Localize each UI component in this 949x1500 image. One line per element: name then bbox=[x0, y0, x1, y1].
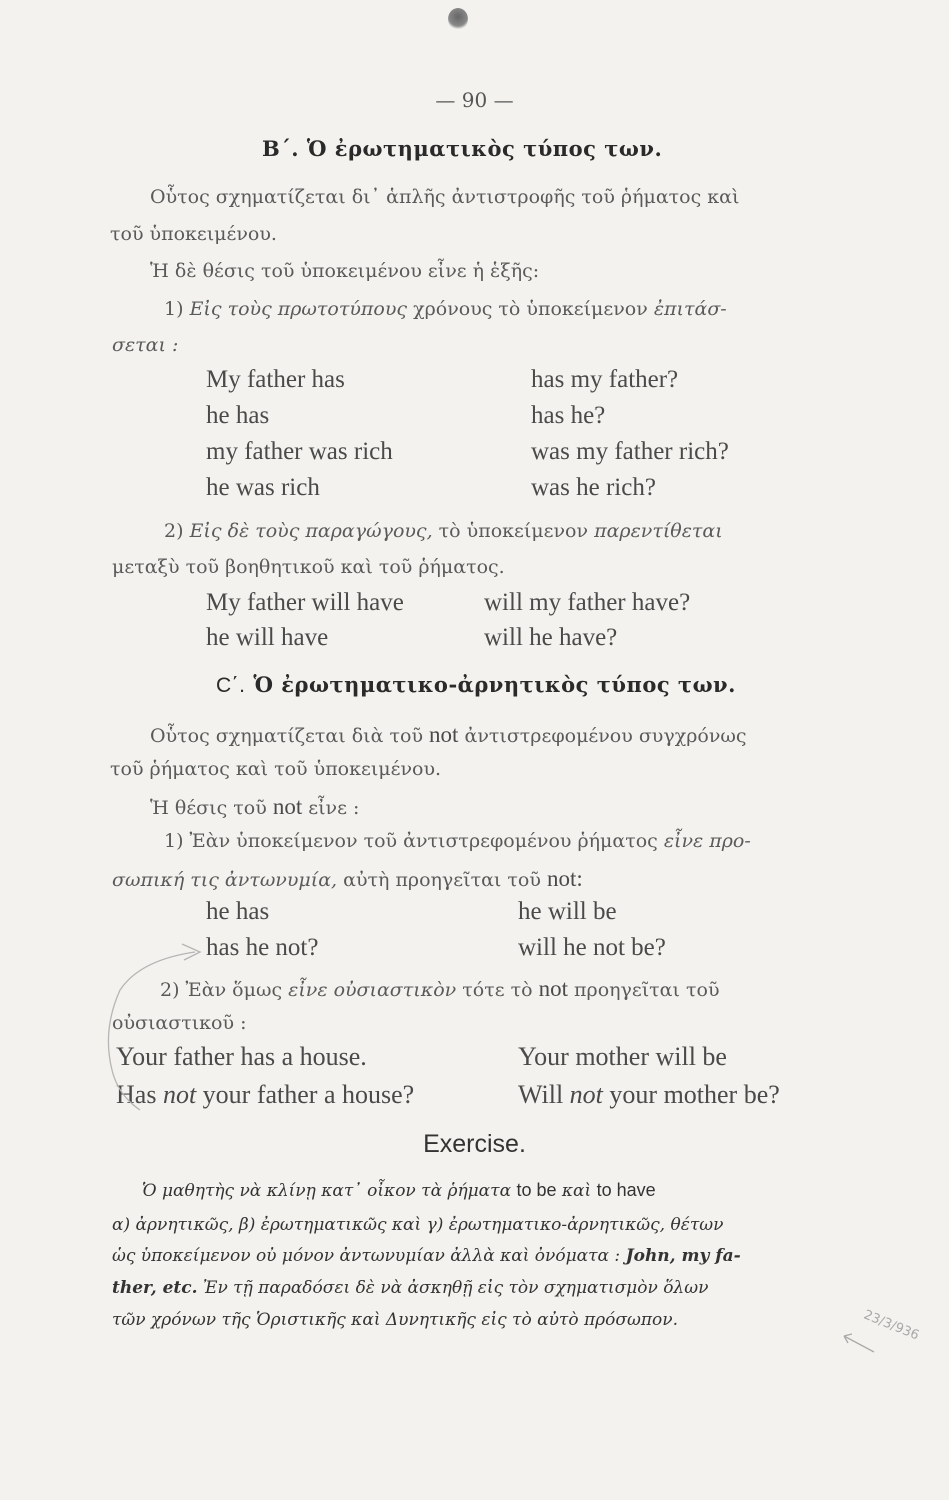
example-names: John, my fa- bbox=[625, 1246, 741, 1266]
rule-italic: Εἰς δὲ τοὺς παραγώγους, bbox=[189, 520, 433, 542]
section-letter: C΄. bbox=[216, 674, 246, 697]
section-b-rule-1-cont: σεται : bbox=[112, 334, 179, 356]
text: Ὁ μαθητὴς νὰ κλίνῃ κατ᾽ οἶκον τὰ ῥήματα bbox=[142, 1181, 512, 1201]
text: αὐτὴ προηγεῖται τοῦ bbox=[343, 869, 541, 891]
section-c-position bbox=[150, 794, 359, 820]
section-b-rule-1 bbox=[164, 298, 727, 320]
pencil-arrow bbox=[838, 1330, 878, 1360]
section-title: Ὁ ἐρωτηματικο-ἀρνητικὸς τύπος των. bbox=[253, 672, 736, 697]
example-right: was he rich? bbox=[531, 474, 656, 501]
section-b-rule-2-cont: μεταξὺ τοῦ βοηθητικοῦ καὶ τοῦ ῥήματος. bbox=[112, 556, 505, 578]
exercise-line-3 bbox=[112, 1246, 741, 1266]
rule-italic-end: παρεντίθεται bbox=[594, 520, 723, 542]
example-left: My father has bbox=[206, 366, 345, 393]
text: your mother be? bbox=[609, 1080, 780, 1109]
ink-blot bbox=[448, 8, 468, 30]
section-c-heading bbox=[216, 672, 736, 698]
keyword-not: not bbox=[538, 976, 568, 1001]
keyword-not: not bbox=[272, 794, 303, 819]
example-right: will my father have? bbox=[484, 589, 691, 616]
rule-text: χρόνους τὸ ὑποκείμενον bbox=[413, 298, 648, 320]
example-left: My father will have bbox=[206, 589, 404, 616]
keyword-not: not bbox=[569, 1080, 603, 1109]
example-right: he will be bbox=[518, 898, 617, 925]
rule-text: τὸ ὑποκείμενον bbox=[438, 520, 589, 542]
example-names: ther, etc. bbox=[112, 1278, 198, 1298]
example-right: will he have? bbox=[484, 624, 618, 651]
rule-number: 2) bbox=[164, 520, 184, 542]
text: Οὗτος σχηματίζεται διὰ τοῦ bbox=[150, 725, 423, 747]
rule-italic: εἶνε οὐσιαστικὸν bbox=[288, 979, 457, 1001]
example-left: Your father has a house. bbox=[116, 1042, 367, 1071]
section-c-rule-2-cont: οὐσιαστικοῦ : bbox=[112, 1012, 247, 1034]
text: ἀντιστρεφομένου συγχρόνως bbox=[464, 725, 747, 747]
rule-italic: σωπική τις ἀντωνυμία, bbox=[112, 869, 338, 891]
section-b-intro-2: τοῦ ὑποκειμένου. bbox=[110, 223, 277, 245]
exercise-line-4 bbox=[112, 1278, 708, 1298]
section-b-intro-1: Οὗτος σχηματίζεται δι᾽ ἁπλῆς ἀντιστροφῆς τοῦ ῥήματος καὶ bbox=[150, 186, 740, 208]
example-left: has he not? bbox=[206, 934, 319, 961]
section-c-intro-1 bbox=[150, 722, 747, 748]
keyword-not: not bbox=[429, 722, 459, 747]
example-right: Your mother will be bbox=[518, 1042, 727, 1071]
section-c-intro-2: τοῦ ῥήματος καὶ τοῦ ὑποκειμένου. bbox=[110, 758, 442, 780]
example-left: he has bbox=[206, 402, 270, 429]
rule-italic-end: ἐπιτάσ- bbox=[653, 298, 727, 320]
rule-italic: Εἰς τοὺς πρωτοτύπους bbox=[189, 298, 408, 320]
rule-italic: εἶνε προ- bbox=[663, 830, 751, 852]
verb: to be bbox=[516, 1180, 557, 1200]
section-b-rule-2 bbox=[164, 520, 723, 542]
text: your father a house? bbox=[202, 1080, 415, 1109]
example-right: will he not be? bbox=[518, 934, 666, 961]
section-c-rule-1 bbox=[164, 830, 751, 852]
exercise-line-1 bbox=[142, 1180, 656, 1201]
text: εἶνε : bbox=[308, 797, 360, 819]
text: καὶ bbox=[561, 1181, 592, 1201]
text: προηγεῖται τοῦ bbox=[574, 979, 720, 1001]
pencil-bracket bbox=[100, 930, 220, 1130]
exercise-line-5: τῶν χρόνων τῆς Ὁριστικῆς καὶ Δυνητικῆς εἰς τὸ αὐτὸ πρόσωπον. bbox=[112, 1310, 678, 1330]
verb: to have bbox=[596, 1180, 656, 1200]
exercise-line-2: α) ἀρνητικῶς, β) ἐρωτηματικῶς καὶ γ) ἐρωτηματικο-ἀρνητικῶς, θέτων bbox=[112, 1215, 724, 1235]
example-left: he was rich bbox=[206, 474, 320, 501]
example-right: was my father rich? bbox=[531, 438, 729, 465]
exercise-title: Exercise. bbox=[423, 1130, 526, 1158]
text: Has bbox=[116, 1080, 157, 1109]
section-c-rule-1-cont bbox=[112, 866, 583, 892]
text: τότε τὸ bbox=[462, 979, 533, 1001]
rule-number: 1) bbox=[164, 298, 184, 320]
section-c-rule-2 bbox=[160, 976, 720, 1002]
section-b-heading: Β΄. Ὁ ἐρωτηματικὸς τύπος των. bbox=[262, 136, 663, 161]
example-left: he has bbox=[206, 898, 270, 925]
example-left: he will have bbox=[206, 624, 329, 651]
text: 1) Ἐὰν ὑποκείμενον τοῦ ἀντιστρεφομένου ῥήματος bbox=[164, 830, 658, 852]
text: Will bbox=[518, 1080, 564, 1109]
text: Ἐν τῇ παραδόσει δὲ νὰ ἀσκηθῇ εἰς τὸν σχηματισμὸν ὅλων bbox=[202, 1278, 709, 1298]
example-left: my father was rich bbox=[206, 438, 393, 465]
example-right bbox=[518, 1080, 780, 1110]
example-right: has my father? bbox=[531, 366, 679, 393]
keyword-not: not bbox=[162, 1080, 197, 1109]
text: ὡς ὑποκείμενον οὐ μόνον ἀντωνυμίαν ἀλλὰ καὶ ὀνόματα : bbox=[112, 1246, 621, 1266]
section-b-position: Ἡ δὲ θέσις τοῦ ὑποκειμένου εἶνε ἡ ἑξῆς: bbox=[150, 260, 540, 282]
page-number: — 90 — bbox=[435, 88, 514, 112]
keyword-not: not: bbox=[546, 866, 583, 891]
text: Ἡ θέσις τοῦ bbox=[150, 797, 267, 819]
text: 2) Ἐὰν ὅμως bbox=[160, 979, 283, 1001]
example-right: has he? bbox=[531, 402, 606, 429]
pencil-date: 23/3/936 bbox=[861, 1307, 922, 1344]
